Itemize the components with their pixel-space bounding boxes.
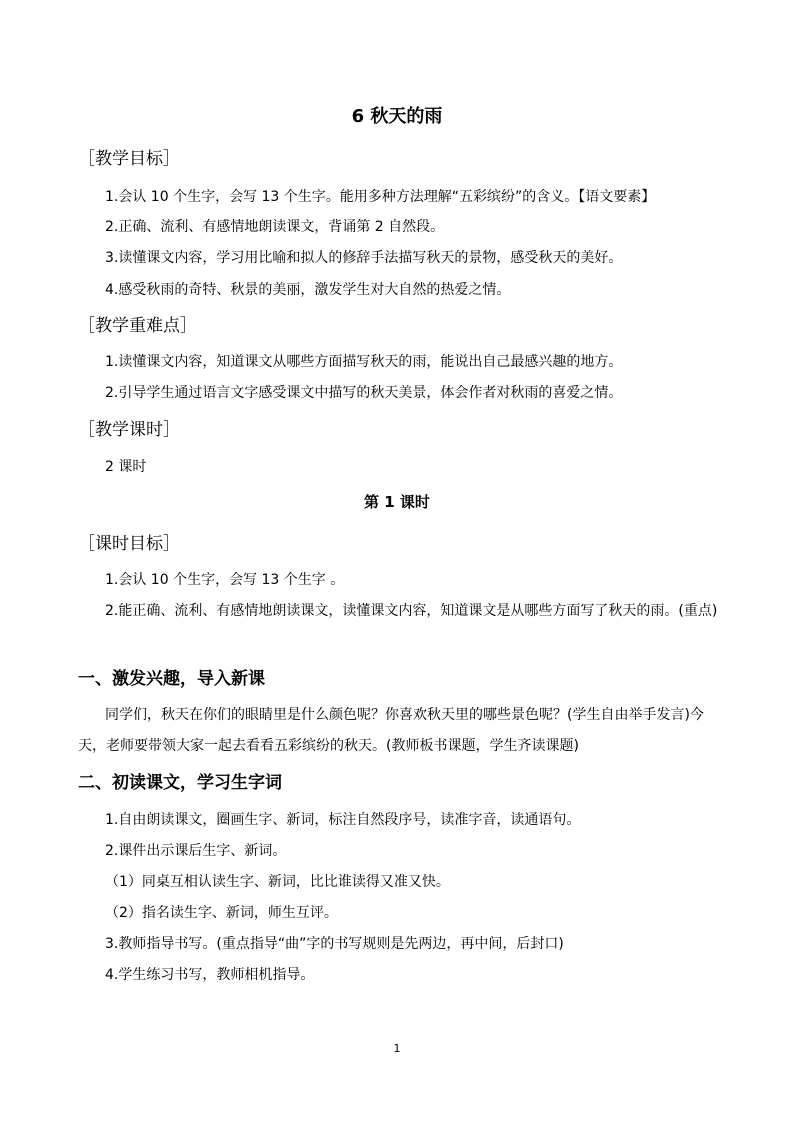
page-title: 6 秋天的雨 <box>351 106 443 127</box>
part2-item-3: （1）同桌互相认读生字、新词，比比谁读得又准又快。 <box>105 874 450 890</box>
part2-item-4: （2）指名读生字、新词，师生互评。 <box>105 905 338 921</box>
part1-paragraph: 同学们，秋天在你们的眼睛里是什么颜色呢？你喜欢秋天里的哪些景色呢？(学生自由举手发言)今天，老师要带领大家一起去看看五彩缤纷的秋天。(教师板书课题，学生齐读课题) <box>78 707 704 754</box>
part2-item-2: 2.课件出示课后生字、新词。 <box>105 843 287 859</box>
part2-heading: 二、初读课文，学习生字词 <box>78 773 282 793</box>
lesson-heading: 第 1 课时 <box>364 493 430 511</box>
section-heading-goals: ［教学目标］ <box>78 149 180 169</box>
lesson-goal-item-1: 1.会认 10 个生字，会写 13 个生字 。 <box>105 572 345 588</box>
keypoint-item-1: 1.读懂课文内容，知道课文从哪些方面描写秋天的雨，能说出自己最感兴趣的地方。 <box>105 354 623 370</box>
section-heading-hours: ［教学课时］ <box>78 420 180 440</box>
section-heading-keypoints: ［教学重难点］ <box>78 316 197 336</box>
keypoint-item-2: 2.引导学生通过语言文字感受课文中描写的秋天美景，体会作者对秋雨的喜爱之情。 <box>105 385 623 401</box>
goal-item-3: 3.读懂课文内容，学习用比喻和拟人的修辞手法描写秋天的景物，感受秋天的美好。 <box>105 250 623 266</box>
part2-item-1: 1.自由朗读课文，圈画生字、新词，标注自然段序号，读准字音，读通语句。 <box>105 812 581 828</box>
goal-item-4: 4.感受秋雨的奇特、秋景的美丽，激发学生对大自然的热爱之情。 <box>105 282 511 298</box>
lesson-goal-item-2: 2.能正确、流利、有感情地朗读课文，读懂课文内容，知道课文是从哪些方面写了秋天的雨。(重点) <box>105 603 718 619</box>
goal-item-2: 2.正确、流利、有感情地朗读课文，背诵第 2 自然段。 <box>105 219 445 235</box>
part1-heading: 一、激发兴趣，导入新课 <box>78 669 265 689</box>
goal-item-1: 1.会认 10 个生字，会写 13 个生字。能用多种方法理解“五彩缤纷”的含义。【语文要素】 <box>105 189 656 205</box>
part2-item-5: 3.教师指导书写。(重点指导“曲”字的书写规则是先两边，再中间，后封口) <box>105 936 564 952</box>
lesson-goals-heading: ［课时目标］ <box>78 534 180 554</box>
page-number: 1 <box>393 1042 401 1055</box>
hours-text: 2 课时 <box>105 459 147 475</box>
part2-item-6: 4.学生练习书写，教师相机指导。 <box>105 967 315 983</box>
